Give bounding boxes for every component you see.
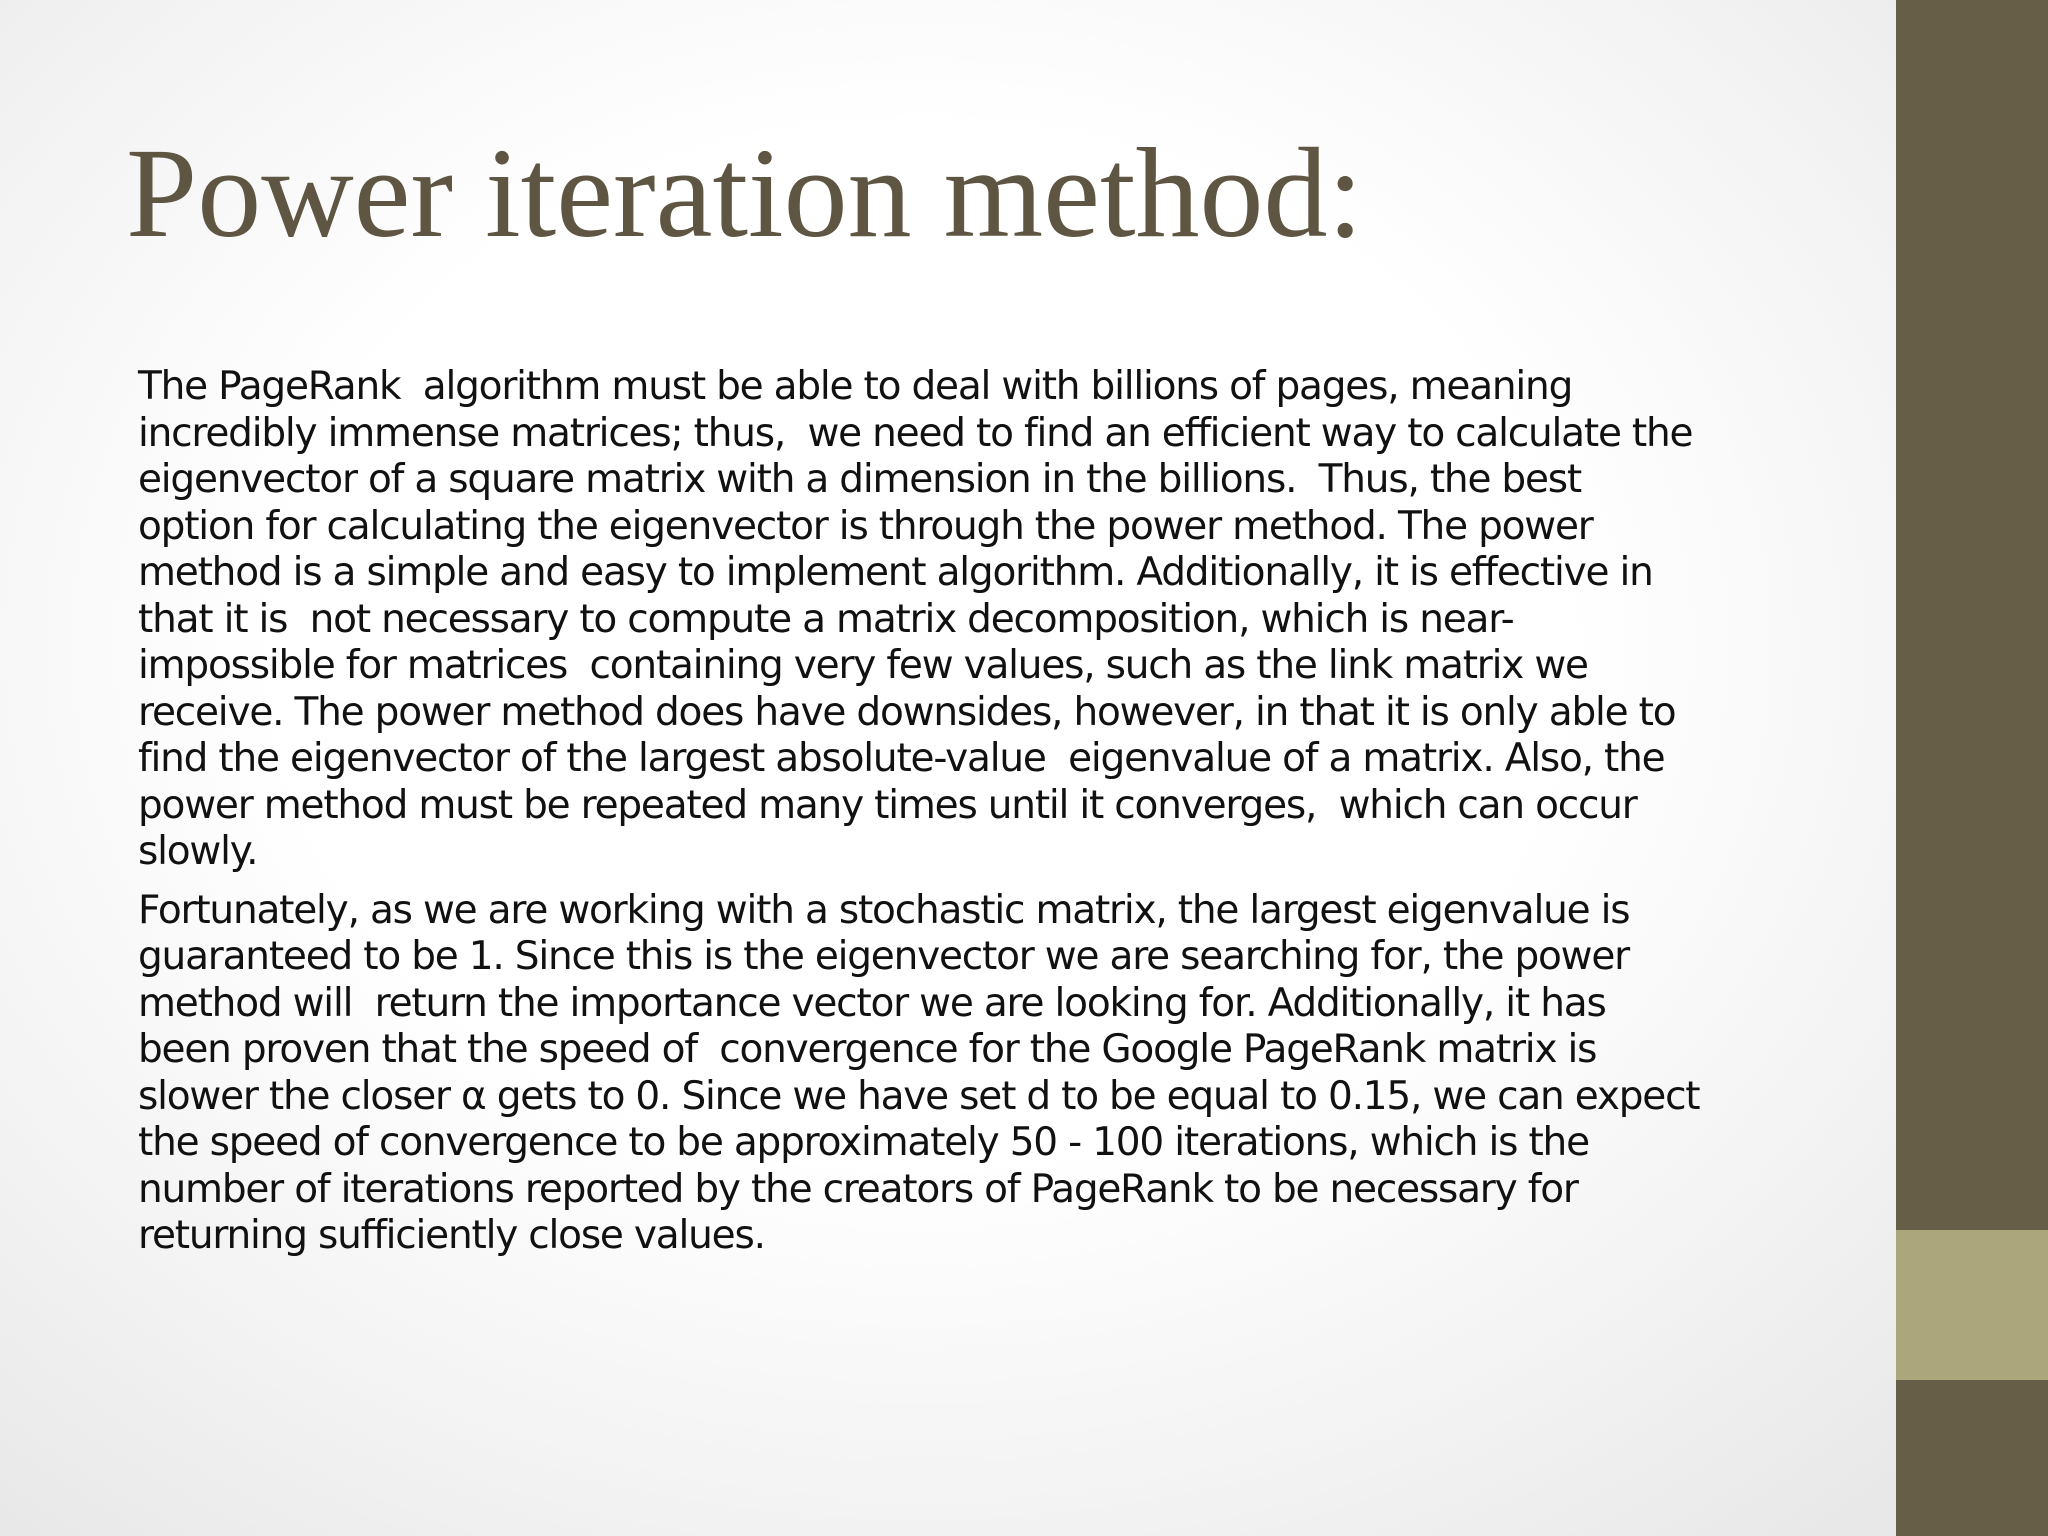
text-line: method will return the importance vector we are looking for. Additionally, it has: [138, 980, 1606, 1026]
text-line: the speed of convergence to be approximately 50 - 100 iterations, which is the: [138, 1120, 1589, 1165]
decorative-sidebar: [1896, 0, 2048, 1536]
text-line: find the eigenvector of the largest absolute-value eigenvalue of a matrix. Also, the: [138, 736, 1665, 781]
text-line: that it is not necessary to compute a matrix decomposition, which is near-: [138, 596, 1514, 642]
text-line: option for calculating the eigenvector is through the power method. The power: [138, 503, 1593, 549]
text-line: number of iterations reported by the creators of PageRank to be necessary for: [138, 1166, 1578, 1212]
paragraph-2: [138, 888, 1788, 1260]
text-line: receive. The power method does have downsides, however, in that it is only able to: [138, 689, 1676, 735]
text-line: guaranteed to be 1. Since this is the eigenvector we are searching for, the power: [138, 934, 1629, 979]
text-line: method is a simple and easy to implement algorithm. Additionally, it is effective in: [138, 550, 1653, 595]
text-line: eigenvector of a square matrix with a dimension in the billions. Thus, the best: [138, 457, 1581, 502]
text-line: incredibly immense matrices; thus, we need to find an efficient way to calculate the: [138, 410, 1693, 456]
slide-body: [138, 364, 1788, 1272]
paragraph-1: [138, 364, 1788, 876]
text-line: returning sufficiently close values.: [138, 1213, 765, 1258]
slide-title: Power iteration method:: [126, 122, 1364, 264]
decorative-sidebar-accent: [1896, 1230, 2048, 1380]
text-line: power method must be repeated many times until it converges, which can occur: [138, 782, 1637, 828]
text-line: slowly.: [138, 829, 258, 874]
text-line: slower the closer α gets to 0. Since we have set d to be equal to 0.15, we can expect: [138, 1073, 1700, 1119]
text-line: The PageRank algorithm must be able to deal with billions of pages, meaning: [138, 364, 1573, 409]
text-line: been proven that the speed of convergence for the Google PageRank matrix is: [138, 1027, 1597, 1072]
text-line: impossible for matrices containing very few values, such as the link matrix we: [138, 643, 1588, 688]
text-line: Fortunately, as we are working with a stochastic matrix, the largest eigenvalue is: [138, 887, 1630, 933]
